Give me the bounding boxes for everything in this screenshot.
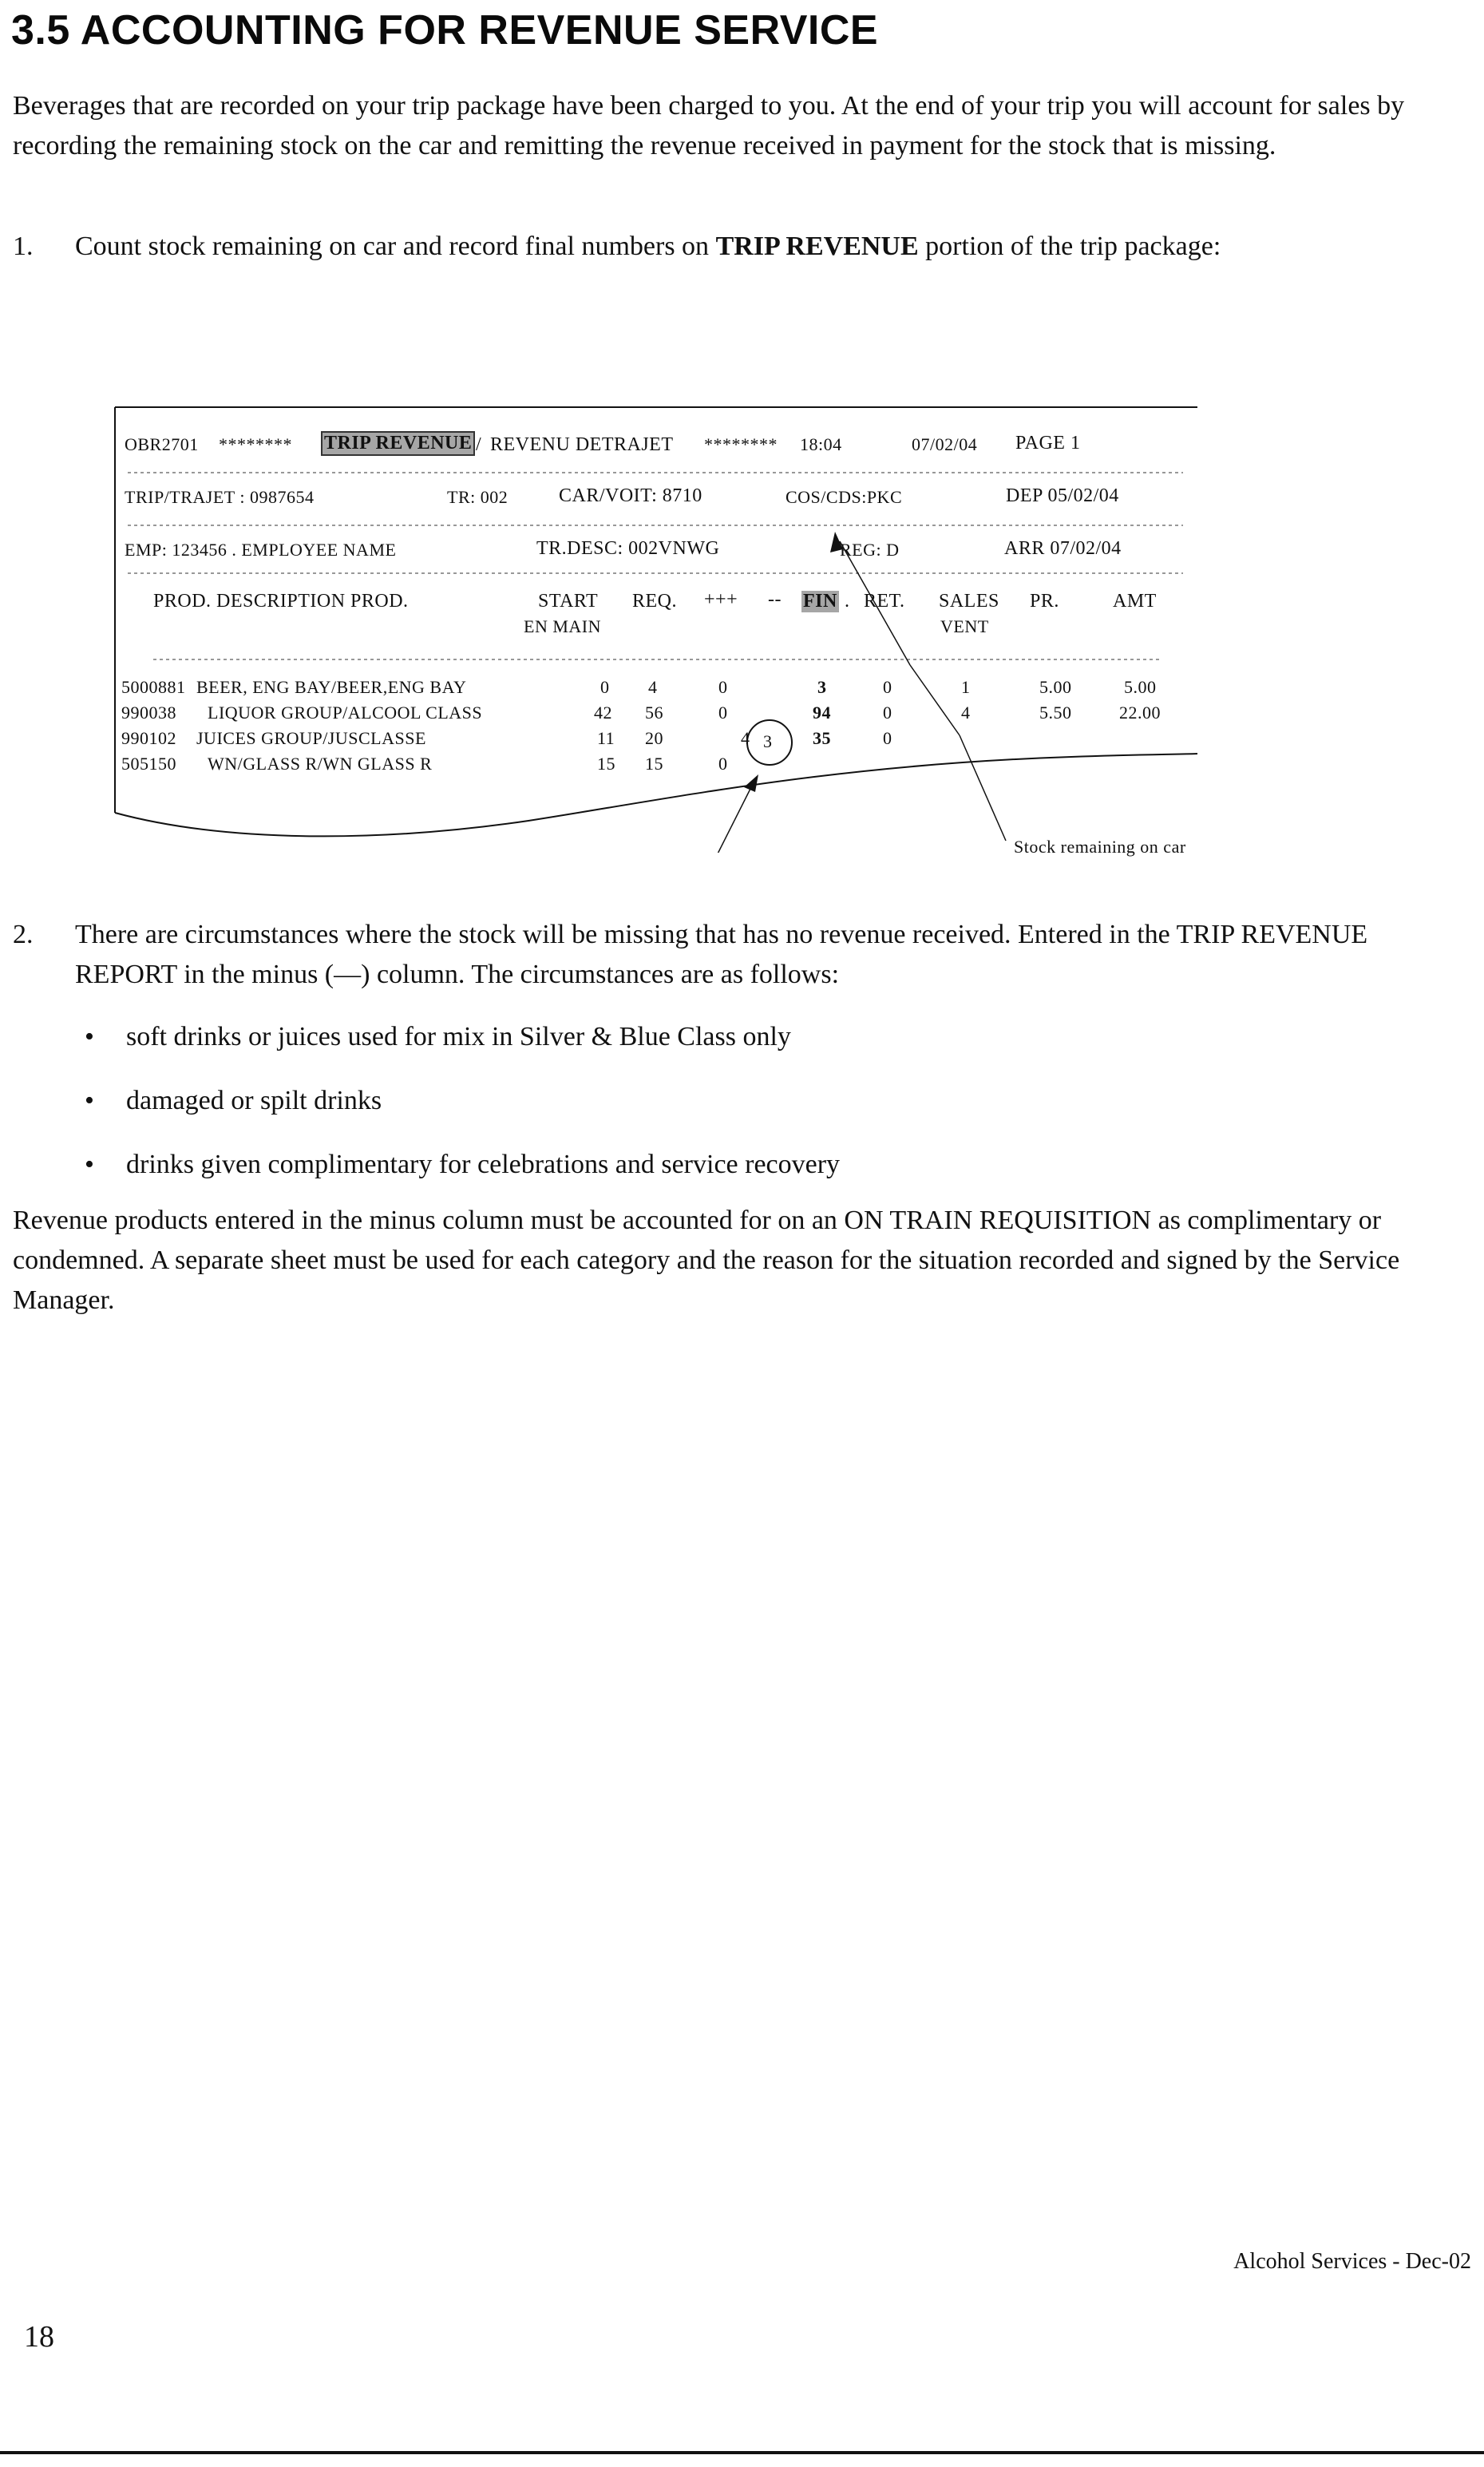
closing-paragraph: Revenue products entered in the minus column must be accounted for on an ON TRAIN REQUISITION as complimentary or condemned. A separate sheet must be used for each category and the reason for the situation recorded and signed by the Service Manager. — [13, 1206, 1400, 1315]
row-code: 990038 — [121, 703, 176, 723]
stock-remaining-leader — [960, 735, 1006, 841]
row-desc: BEER, ENG BAY/BEER,ENG BAY — [196, 677, 467, 697]
col-plus: +++ — [704, 589, 738, 610]
bullet-text: damaged or spilt drinks — [126, 1086, 382, 1115]
report-train: TR: 002 — [447, 487, 509, 507]
step-2 — [13, 915, 1458, 1003]
row-start: 42 — [594, 703, 612, 723]
bullet-icon: • — [85, 1150, 94, 1179]
row-ret: 0 — [883, 677, 892, 697]
col-start: START — [538, 591, 599, 612]
report-code: OBR2701 — [125, 434, 199, 454]
report-car: CAR/VOIT: 8710 — [559, 485, 702, 506]
row-code: 505150 — [121, 754, 176, 774]
row-req: 4 — [648, 677, 658, 697]
bullet-text: drinks given complimentary for celebrations and service recovery — [126, 1150, 841, 1179]
list-item — [85, 1017, 1442, 1057]
report-employee: EMP: 123456 . EMPLOYEE NAME — [125, 540, 397, 560]
row-desc: WN/GLASS R/WN GLASS R — [208, 754, 433, 774]
minus-arrow-line — [700, 786, 752, 853]
row-amount: 22.00 — [1119, 703, 1161, 723]
report-trip: TRIP/TRAJET : 0987654 — [125, 487, 315, 507]
report-frame — [113, 406, 1199, 853]
step-1-number: 1. — [13, 232, 34, 261]
row-start: 11 — [597, 728, 615, 748]
row-plus: 0 — [718, 703, 728, 723]
report-tr-desc: TR.DESC: 002VNWG — [536, 538, 720, 559]
row-price: 5.00 — [1039, 677, 1072, 697]
report-reg: REG: D — [840, 540, 900, 560]
footer-document-label: Alcohol Services - Dec-02 — [1233, 2249, 1471, 2274]
row-code: 990102 — [121, 728, 176, 748]
stock-remaining-annotation: Stock remaining on car — [1014, 837, 1186, 857]
step-2-text: There are circumstances where the stock will be missing that has no revenue received. Entered in the TRIP REVENUE REPORT in the minus (—) column. The circumstances are as follows: — [75, 920, 1368, 989]
row-sales: 4 — [961, 703, 971, 723]
step-1-text: Count stock remaining on car and record final numbers on TRIP REVENUE portion of the trip package: — [75, 232, 1221, 261]
bullet-icon: • — [85, 1022, 94, 1051]
trip-revenue-bold: TRIP REVENUE — [715, 232, 919, 261]
row-sales: 1 — [961, 677, 971, 697]
row-desc: LIQUOR GROUP/ALCOOL CLASS — [208, 703, 483, 723]
row-start: 0 — [600, 677, 610, 697]
row-req: 56 — [645, 703, 663, 723]
row-fin: 35 — [813, 728, 831, 748]
bullet-icon: • — [85, 1086, 94, 1115]
row-ret: 0 — [883, 703, 892, 723]
row-start: 15 — [597, 754, 615, 774]
row-ret: 0 — [883, 728, 892, 748]
trip-revenue-report-figure — [113, 406, 1199, 857]
step-1 — [13, 227, 1458, 315]
col-sales-fr: VENT — [940, 616, 989, 636]
col-minus: -- — [768, 589, 782, 610]
row-amount: 5.00 — [1124, 677, 1157, 697]
row-fin: 94 — [813, 703, 831, 723]
report-slash: / — [476, 434, 482, 455]
col-req: REQ. — [632, 591, 677, 612]
report-stars-right: ******** — [704, 434, 778, 454]
row-plus: 0 — [718, 754, 728, 774]
col-fin: FIN — [803, 591, 837, 612]
row-fin: 3 — [817, 677, 827, 697]
minus-arrow-head — [744, 774, 758, 792]
row-desc: JUICES GROUP/JUSCLASSE — [196, 728, 426, 748]
col-pr: PR. — [1030, 591, 1059, 612]
row-plus: 0 — [718, 677, 728, 697]
report-stars-left: ******** — [219, 434, 292, 454]
col-prod-description: PROD. DESCRIPTION PROD. — [153, 591, 409, 612]
report-page: PAGE 1 — [1015, 433, 1081, 453]
bottom-rule — [0, 2451, 1484, 2454]
page-number: 18 — [24, 2320, 54, 2354]
report-date: 07/02/04 — [912, 434, 978, 454]
row-price: 5.50 — [1039, 703, 1072, 723]
step-2-number: 2. — [13, 920, 34, 949]
list-item — [85, 1145, 1442, 1185]
row-req: 15 — [645, 754, 663, 774]
col-fin-dot: . — [845, 591, 850, 612]
section-heading: 3.5 ACCOUNTING FOR REVENUE SERVICE — [11, 7, 879, 53]
intro-paragraph: Beverages that are recorded on your trip package have been charged to you. At the end of your trip you will account for sales by recording the remaining stock on the car and remitting the revenue received in payment for the stock that is missing. — [13, 91, 1405, 160]
row-req: 20 — [645, 728, 663, 748]
report-arr: ARR 07/02/04 — [1004, 538, 1122, 559]
row-code: 5000881 — [121, 677, 186, 697]
bullet-text: soft drinks or juices used for mix in Silver & Blue Class only — [126, 1022, 791, 1051]
list-item — [85, 1081, 1442, 1121]
row-minus: 3 — [763, 731, 773, 751]
col-sales: SALES — [939, 591, 999, 612]
report-time: 18:04 — [800, 434, 842, 454]
report-dep: DEP 05/02/04 — [1006, 485, 1119, 506]
row-plus: 4 — [741, 728, 750, 748]
report-title-fr: REVENU DETRAJET — [490, 434, 674, 455]
col-amt: AMT — [1113, 591, 1157, 612]
col-start-fr: EN MAIN — [524, 616, 601, 636]
report-cos: COS/CDS:PKC — [786, 487, 903, 507]
col-ret: RET. — [864, 591, 905, 612]
fin-arrow-line-2 — [910, 665, 960, 735]
report-title-en: TRIP REVENUE — [324, 433, 473, 453]
